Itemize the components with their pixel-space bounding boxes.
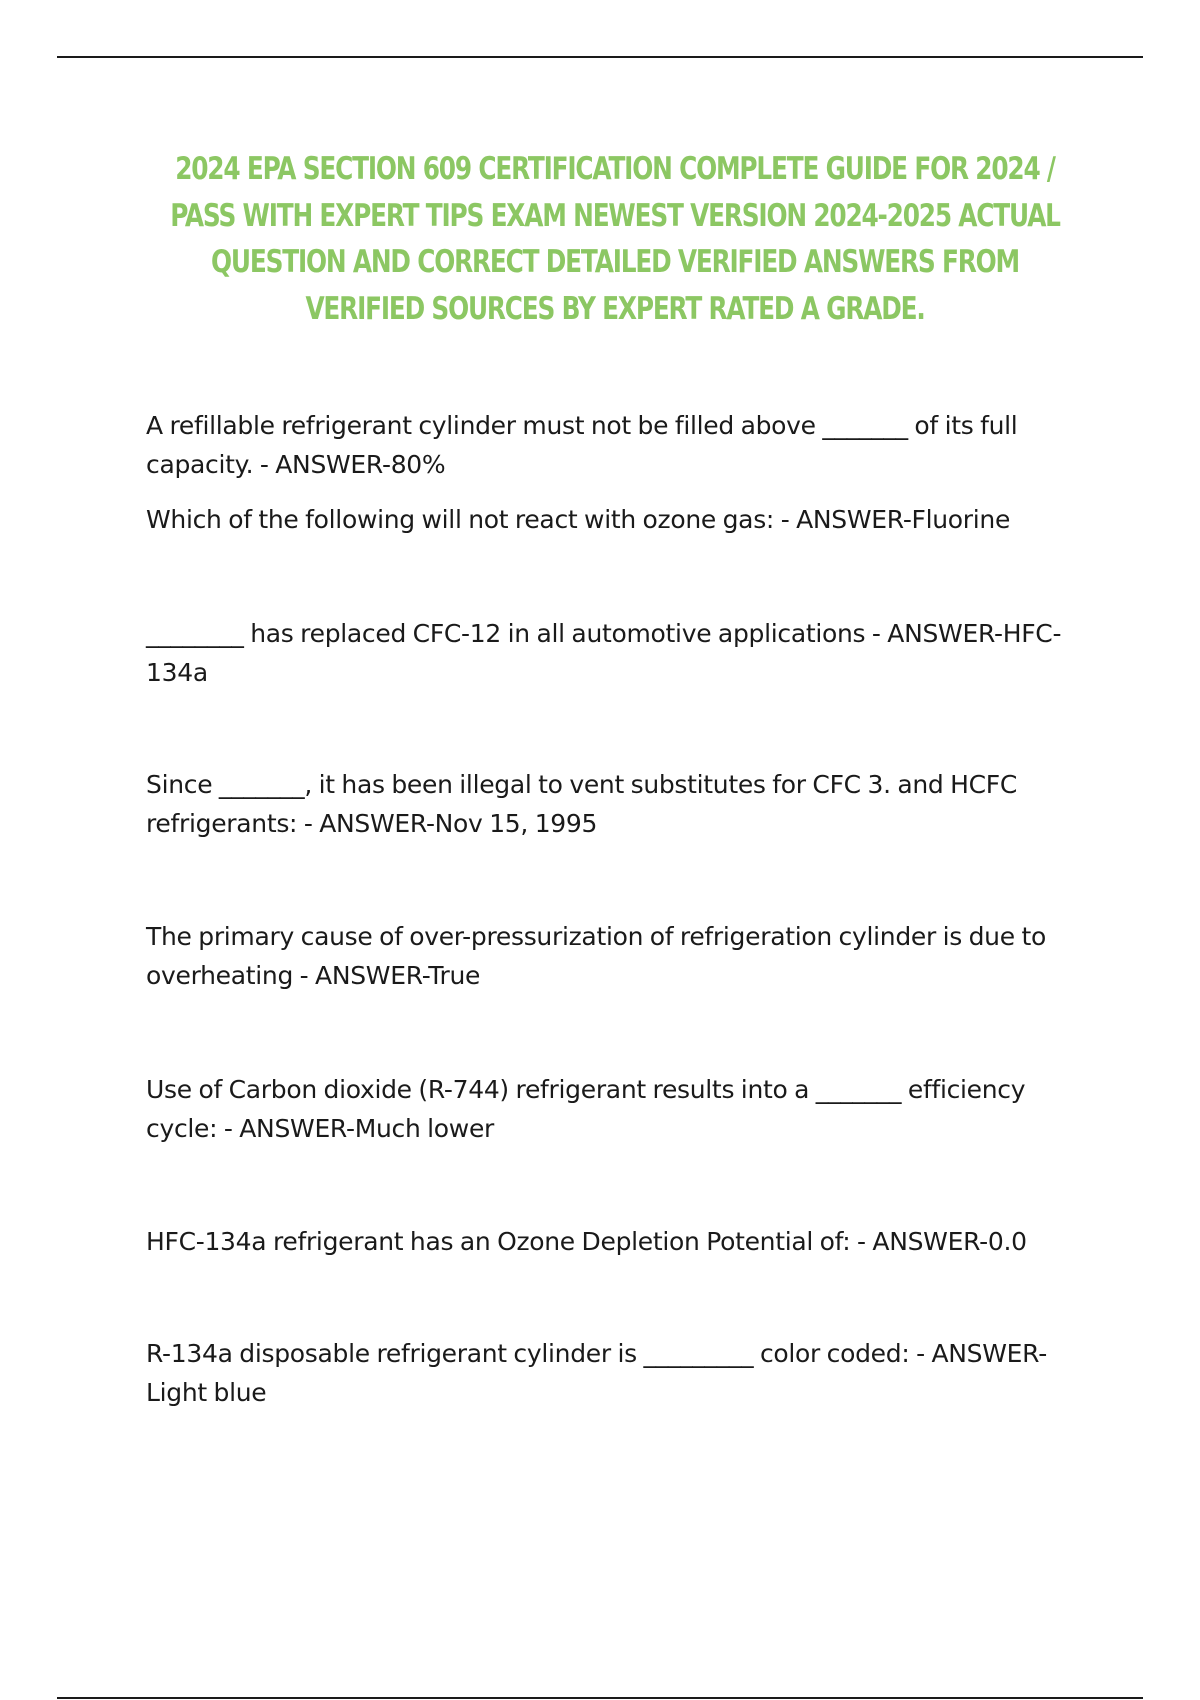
bottom-rule (57, 1697, 1143, 1699)
qa-item-2: Which of the following will not react with ozone gas: - ANSWER-Fluorine (146, 505, 1011, 534)
qa-item-7: HFC-134a refrigerant has an Ozone Depletion Potential of: - ANSWER-0.0 (146, 1227, 1027, 1256)
qa-item-1: A refillable refrigerant cylinder must not be filled above _______ of its full capacity. - ANSWER-80% (146, 411, 1018, 479)
qa-item-5: The primary cause of over-pressurization of refrigeration cylinder is due to overheating - ANSWER-True (146, 922, 1046, 990)
qa-item-3: ________ has replaced CFC-12 in all automotive applications - ANSWER-HFC-134a (146, 619, 1062, 687)
qa-item-8: R-134a disposable refrigerant cylinder is _________ color coded: - ANSWER-Light blue (146, 1339, 1047, 1407)
qa-item-6: Use of Carbon dioxide (R-744) refrigerant results into a _______ efficiency cycle: - ANSWER-Much lower (146, 1075, 1026, 1143)
top-rule (57, 56, 1143, 58)
document-title: 2024 EPA SECTION 609 CERTIFICATION COMPLETE GUIDE FOR 2024 / PASS WITH EXPERT TIPS EXAM NEWEST VERSION 2024-2025 ACTUAL QUESTION AND CORRECT DETAILED VERIFIED ANSWERS FROM VERIFIED SOURCES BY EXPERT RATED A GRADE. (170, 151, 1060, 327)
qa-item-4: Since _______, it has been illegal to vent substitutes for CFC 3. and HCFC refrigerants: - ANSWER-Nov 15, 1995 (146, 770, 1018, 838)
